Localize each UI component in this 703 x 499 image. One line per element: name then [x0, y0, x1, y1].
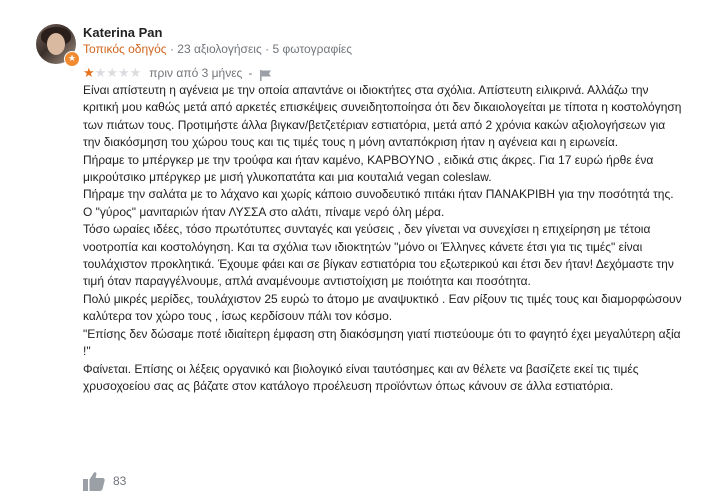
star-empty-icon: ★	[117, 65, 130, 81]
review-paragraph: Πήραμε την σαλάτα με το λάχανο και χωρίς κάποιο συνοδευτικό πιτάκι ήταν ΠΑΝΑΚΡΙΒΗ για την ποσότητά της.	[83, 187, 674, 202]
reviewer-meta	[83, 42, 352, 56]
review-paragraph: Πήραμε το μπέργκερ με την τρούφα και ήταν καμένο, ΚΑΡΒΟΥΝΟ , ειδικά στις άκρες. Για 17 ευρώ ήρθε ένα μικρούτσικο μπέργκερ με μισή γλυκοπατάτα και μια κουταλιά vegan coleslaw.	[83, 152, 654, 185]
rating-separator: -	[248, 66, 253, 80]
star-filled-icon: ★	[83, 65, 95, 81]
meta-separator: ·	[169, 42, 174, 56]
review-paragraph: Φαίνεται. Επίσης οι λέξεις οργανικό και βιολογικό είναι ταυτόσημες και αν θέλετε να βασίζετε εκεί τις τιμές χρυσοχοείου σας ας βάζατε στον κατάλογο προέλευση προϊόντων όπως κάνουν σε άλλα εστιατόρια.	[83, 361, 639, 393]
review-text	[83, 82, 683, 395]
avatar-face	[47, 33, 65, 55]
review-paragraph: Πολύ μικρές μερίδες, τουλάχιστον 25 ευρώ το άτομο με αναψυκτικό . Εαν ρίξουν τις τιμές τους και διαμορφώσουν καλύτερα τον χώρο τους , ίσως κερδίσουν πάλι τον κόσμο.	[83, 291, 682, 324]
avatar-wrap[interactable]	[36, 24, 78, 66]
reviewer-name[interactable]: Katerina Pan	[83, 25, 163, 40]
review-paragraph: Είναι απίστευτη η αγένεια με την οποία απαντάνε οι ιδιοκτήτες στα σχόλια. Απίστευτη ειλικρινά. Αλλάζω την κριτική μου καθώς μετά από αρκετές επισκέψεις συνειδητοποίησα ότι δεν δικαιολογείται με τίποτα η κοστολόγηση των πιάτων τους. Προτιμήστε άλλα βιγκαν/βετζετέριαν εστιατόρια, μετά από 2 χρόνια κακών αξιολογήσεων για την διακόσμηση του χώρου τους και τις τιμές τους η μόνη ανταπόκριση ήταν η αγένεια και η ειρωνεία.	[83, 83, 682, 150]
review-paragraph: Τόσο ωραίες ιδέες, τόσο πρωτότυπες συνταγές και γεύσεις , δεν γίνεται να συνεχίσει η επιχείρηση με τέτοια νοοτροπία και κοστολόγηση. Και τα σχόλια των ιδιοκτητών "μόνο οι Έλληνες κάνετε έτσι για τις τιμές" είναι τουλάχιστον προκλητικά. Έχουμε φάει και σε βίγκαν εστιατόρια του εξωτερικού και έτσι δεν ήταν! Δεχόμαστε την τιμή όταν παραγγέλνουμε, απλά αναμένουμε αντιστοίχιση με ποιότητα και ποσότητα.	[83, 222, 674, 289]
star-empty-icon: ★	[94, 65, 107, 81]
photos-count: 5 φωτογραφίες	[272, 42, 353, 56]
reviews-count: 23 αξιολογήσεις	[177, 42, 262, 56]
like-count: 83	[113, 474, 127, 488]
review-paragraph: Ο "γύρος" μανιταριών ήταν ΛΥΣΣΑ στο αλάτι, πίναμε νερό όλη μέρα.	[83, 204, 445, 219]
review-paragraph: "Επίσης δεν δώσαμε ποτέ ιδιαίτερη έμφαση στη διακόσμηση γιατί πιστεύουμε ότι το φαγητό έχει μεγαλύτερη αξία !"	[83, 326, 681, 359]
star-empty-icon: ★	[129, 65, 142, 81]
star-empty-icon: ★	[106, 65, 118, 81]
like-row	[83, 471, 126, 491]
flag-icon[interactable]	[260, 68, 272, 79]
local-guide-badge-icon: ★	[64, 51, 80, 67]
thumbs-up-icon[interactable]	[83, 471, 105, 491]
meta-separator: ·	[265, 42, 270, 56]
review-time: πριν από 3 μήνες	[149, 66, 243, 80]
local-guide-label: Τοπικός οδηγός	[83, 42, 167, 56]
star-rating	[83, 66, 141, 81]
rating-row	[83, 65, 272, 81]
